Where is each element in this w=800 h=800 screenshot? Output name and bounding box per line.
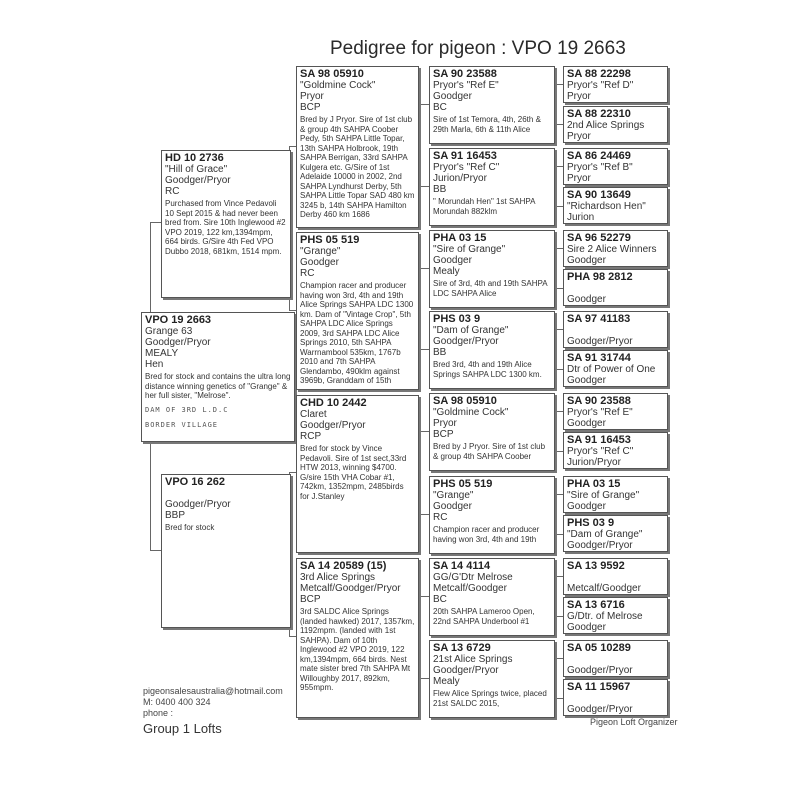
connector-line	[555, 494, 556, 534]
ancestor-id: PHS 03 9	[433, 313, 481, 325]
gen5-card[interactable]	[563, 432, 668, 469]
ancestor-notes: Bred by J Pryor. Sire of 1st club & group 4th SAHPA Coober Pedy, 5th SAHPA Little Topar, 13th SAHPA Holbrook, 19th SAHPA Berrigan, 33rd SAHPA Kulgera etc. G/Sire of 1st Adelaide 10000 in 2002, 2nd SAHPA Lyndhurst Derby, 5th SAHPA Little Topar SAD 480 km 3245 b, 14th SAHPA Hamilton Derby 460 km 1686	[300, 115, 415, 219]
ancestor-breeder: Goodger	[567, 255, 606, 266]
connector-line	[555, 84, 563, 85]
connector-line	[555, 248, 556, 288]
ancestor-breeder: Goodger/Pryor	[567, 336, 633, 347]
connector-line	[419, 104, 429, 105]
ancestor-id: SA 11 15967	[567, 681, 631, 693]
ancestor-name: "Goldmine Cock"	[433, 407, 509, 418]
ancestor-id: PHA 03 15	[567, 478, 621, 490]
ancestor-id: SA 88 22298	[567, 68, 631, 80]
handwritten-note-line1: DAM OF 3RD L.D.C	[145, 405, 229, 414]
subject-color: MEALY	[145, 348, 179, 359]
subject-notes: Bred for stock and contains the ultra long distance winning genetics of "Grange" & her full sister, "Melrose".	[145, 372, 291, 400]
dam-card[interactable]	[161, 474, 291, 628]
contact-email[interactable]: pigeonsalesaustralia@hotmail.com	[143, 686, 283, 696]
gen5-card[interactable]	[563, 597, 668, 634]
ancestor-notes: Flew Alice Springs twice, placed 21st SALDC 2015,	[433, 689, 547, 708]
ancestor-breeder: Goodger	[567, 294, 606, 305]
ancestor-id: SA 91 16453	[433, 150, 497, 162]
connector-line	[555, 616, 563, 617]
ancestor-breeder: Goodger	[567, 375, 606, 386]
ancestor-breeder: Goodger	[567, 501, 606, 512]
ancestor-breeder: Pryor	[433, 418, 457, 429]
gen5-card[interactable]	[563, 515, 668, 552]
ancestor-name: Dtr of Power of One	[567, 364, 656, 375]
gen5-card[interactable]	[563, 640, 668, 677]
sire-id: HD 10 2736	[165, 152, 224, 164]
dam-id: VPO 16 262	[165, 476, 225, 488]
connector-line	[555, 411, 556, 451]
gen5-card[interactable]	[563, 311, 668, 348]
ancestor-notes: Sire of 1st Temora, 4th, 26th & 29th Marla, 6th & 11th Alice	[433, 115, 541, 134]
gen5-card[interactable]	[563, 106, 668, 143]
connector-line	[419, 186, 429, 187]
ancestor-breeder: Goodger/Pryor	[567, 540, 633, 551]
sire-color: RC	[165, 186, 180, 197]
ancestor-breeder: Goodger	[433, 501, 472, 512]
ancestor-breeder: Goodger/Pryor	[567, 665, 633, 676]
gen5-card[interactable]	[563, 393, 668, 430]
connector-line	[289, 310, 296, 311]
ancestor-breeder: Goodger/Pryor	[300, 420, 366, 431]
ancestor-id: SA 90 13649	[567, 189, 631, 201]
contact-mobile: M: 0400 400 324	[143, 697, 211, 707]
ancestor-breeder: Pryor	[300, 91, 324, 102]
ancestor-id: PHS 03 9	[567, 517, 615, 529]
connector-line	[555, 84, 556, 124]
gen5-card[interactable]	[563, 350, 668, 387]
connector-line	[289, 472, 296, 473]
ancestor-id: SA 13 6716	[567, 599, 625, 611]
connector-line	[555, 451, 563, 452]
ancestor-notes: Champion racer and producer having won 3rd, 4th and 19th	[433, 525, 540, 544]
ancestor-breeder: Pryor	[567, 173, 591, 184]
loft-name: Group 1 Lofts	[143, 721, 222, 736]
dam-notes: Bred for stock	[165, 523, 215, 532]
ancestor-breeder: Goodger/Pryor	[433, 336, 499, 347]
granddam-maternal-card[interactable]	[296, 558, 419, 718]
ancestor-breeder: Goodger/Pryor	[433, 665, 499, 676]
connector-line	[419, 596, 429, 597]
ancestor-name: "Grange"	[300, 246, 341, 257]
ancestor-name	[567, 654, 664, 665]
connector-line	[419, 431, 429, 432]
connector-line	[419, 678, 429, 679]
gen4-card[interactable]	[429, 148, 555, 226]
sire-card[interactable]	[161, 150, 291, 298]
ancestor-name: Pryor's "Ref C"	[433, 162, 500, 173]
ancestor-breeder: Metcalf/Goodger	[433, 583, 507, 594]
ancestor-name: Sire 2 Alice Winners	[567, 244, 657, 255]
ancestor-name: "Dam of Grange"	[433, 325, 509, 336]
ancestor-color: RC	[300, 268, 315, 279]
ancestor-id: PHA 98 2812	[567, 271, 633, 283]
ancestor-color: BC	[433, 594, 447, 605]
gen5-card[interactable]	[563, 269, 668, 306]
ancestor-breeder: Jurion	[567, 212, 595, 223]
ancestor-id: SA 90 23588	[567, 395, 631, 407]
ancestor-name: GG/G'Dtr Melrose	[433, 572, 513, 583]
connector-line	[289, 636, 296, 637]
ancestor-breeder: Pryor	[567, 91, 591, 102]
sire-breeder: Goodger/Pryor	[165, 175, 231, 186]
connector-line	[555, 206, 563, 207]
ancestor-name: "Richardson Hen"	[567, 201, 646, 212]
ancestor-color: Mealy	[433, 676, 460, 687]
gen4-card[interactable]	[429, 66, 555, 144]
ancestor-id: PHA 03 15	[433, 232, 487, 244]
granddam-paternal-card[interactable]	[296, 232, 419, 390]
connector-line	[555, 494, 563, 495]
grandsire-paternal-card[interactable]	[296, 66, 419, 228]
subject-sex: Hen	[145, 359, 164, 370]
ancestor-id: SA 97 41183	[567, 313, 631, 325]
ancestor-breeder: Pryor	[567, 131, 591, 142]
ancestor-id: SA 14 4114	[433, 560, 491, 572]
connector-line	[150, 222, 161, 223]
ancestor-breeder: Goodger	[567, 418, 606, 429]
ancestor-notes: Bred 3rd, 4th and 19th Alice Springs SAHPA LDC 1300 km.	[433, 360, 542, 379]
ancestor-breeder: Goodger/Pryor	[567, 704, 633, 715]
connector-line	[555, 576, 563, 577]
connector-line	[555, 124, 563, 125]
ancestor-id: PHS 05 519	[300, 234, 360, 246]
subject-id: VPO 19 2663	[145, 314, 212, 326]
ancestor-id: SA 05 10289	[567, 642, 631, 654]
ancestor-id: SA 96 52279	[567, 232, 631, 244]
ancestor-id: SA 13 9592	[567, 560, 625, 572]
ancestor-name: "Sire of Grange"	[567, 490, 640, 501]
ancestor-name	[567, 693, 664, 704]
gen5-card[interactable]	[563, 66, 668, 103]
ancestor-notes: " Morundah Hen" 1st SAHPA Morundah 882klm	[433, 197, 536, 216]
ancestor-breeder: Goodger	[433, 91, 472, 102]
gen4-card[interactable]	[429, 311, 555, 389]
connector-line	[289, 146, 296, 147]
connector-line	[555, 658, 563, 659]
ancestor-name: Pryor's "Ref B"	[567, 162, 633, 173]
dam-color: BBP	[165, 510, 186, 521]
sire-notes: Purchased from Vince Pedavoli 10 Sept 2015 & had never been bred from. Sire 10th Inglewood #2 VPO 2019, 122 km,1394mpm, 664 birds. G/Sire 4th Fed VPO Dubbo 2018, 681km, 1514 mpm.	[165, 199, 286, 256]
ancestor-breeder: Goodger	[567, 622, 606, 633]
ancestor-name: Pryor's "Ref E"	[567, 407, 633, 418]
contact-footer	[143, 686, 283, 734]
ancestor-name	[567, 572, 664, 583]
connector-line	[555, 658, 556, 698]
contact-phone: phone :	[143, 708, 174, 718]
ancestor-breeder: Jurion/Pryor	[433, 173, 487, 184]
page-title: Pedigree for pigeon : VPO 19 2663	[330, 38, 626, 59]
connector-line	[555, 576, 556, 616]
connector-line	[555, 534, 563, 535]
ancestor-breeder: Jurion/Pryor	[567, 457, 621, 468]
gen5-card[interactable]	[563, 558, 668, 595]
connector-line	[555, 411, 563, 412]
ancestor-color: BCP	[433, 429, 454, 440]
ancestor-notes: 3rd SALDC Alice Springs (landed hawked) 2017, 1357km, 1192mpm. (landed with 1st SAHPA). Dam of 10th Inglewood #2 VPO 2019, 122 km,1394mpm, 664 birds. Nest mate sister bred 7th SAHPA Mt Willoughby 2017, 892km, 955mpm.	[300, 607, 415, 692]
connector-line	[150, 440, 151, 550]
sire-name: "Hill of Grace"	[165, 164, 228, 175]
ancestor-name: Pryor's "Ref D"	[567, 80, 634, 91]
connector-line	[555, 329, 563, 330]
ancestor-color: BB	[433, 347, 447, 358]
connector-line	[419, 596, 420, 678]
ancestor-name: "Sire of Grange"	[433, 244, 506, 255]
subject-name: Grange 63	[145, 326, 193, 337]
ancestor-name: Claret	[300, 409, 327, 420]
software-credit: Pigeon Loft Organizer	[590, 717, 678, 727]
ancestor-notes: Bred for stock by Vince Pedavoli. Sire of 1st sect,33rd HTW 2013, winning $4700. G/sire 15th VHA Cobar #1, 742km, 1352mpm, 2485birds for J.Stanley	[300, 444, 407, 501]
ancestor-id: SA 88 22310	[567, 108, 631, 120]
connector-line	[419, 268, 420, 349]
ancestor-id: SA 91 31744	[567, 352, 631, 364]
ancestor-breeder: Metcalf/Goodger	[567, 583, 641, 594]
connector-line	[419, 514, 429, 515]
connector-line	[419, 104, 420, 186]
gen5-card[interactable]	[563, 187, 668, 224]
ancestor-name: 21st Alice Springs	[433, 654, 513, 665]
ancestor-id: PHS 05 519	[433, 478, 493, 490]
ancestor-name: Pryor's "Ref E"	[433, 80, 499, 91]
connector-line	[419, 268, 429, 269]
ancestor-color: BCP	[300, 102, 321, 113]
dam-name	[165, 488, 287, 499]
connector-line	[150, 222, 151, 312]
ancestor-color: RC	[433, 512, 448, 523]
ancestor-id: CHD 10 2442	[300, 397, 367, 409]
ancestor-notes: Champion racer and producer having won 3rd, 4th and 19th Alice Springs SAHPA LDC 1300 km. Dam of "Vintage Crop", 5th SAHPA LDC Alice Springs 2009, 3rd SAHPA LDC Alice Springs 2010, 5th SAHPA Warrnambool 535km, 1767b 2010 and 7th SAHPA Glendambo, 490klm against 3969b, Granddam of 15th	[300, 281, 414, 385]
ancestor-name	[567, 283, 664, 294]
ancestor-name: G/Dtr. of Melrose	[567, 611, 643, 622]
connector-line	[555, 329, 556, 369]
ancestor-id: SA 14 20589 (15)	[300, 560, 387, 572]
ancestor-id: SA 98 05910	[433, 395, 497, 407]
connector-line	[555, 166, 556, 206]
gen5-card[interactable]	[563, 476, 668, 513]
ancestor-name: 2nd Alice Springs	[567, 120, 645, 131]
ancestor-name	[567, 325, 664, 336]
connector-line	[555, 698, 563, 699]
handwritten-note-line2: BORDER VILLAGE	[145, 420, 219, 429]
ancestor-color: Mealy	[433, 266, 460, 277]
ancestor-id: SA 90 23588	[433, 68, 497, 80]
connector-line	[555, 248, 563, 249]
dam-breeder: Goodger/Pryor	[165, 499, 231, 510]
ancestor-id: SA 91 16453	[567, 434, 631, 446]
ancestor-name: "Dam of Grange"	[567, 529, 643, 540]
ancestor-name: "Grange"	[433, 490, 474, 501]
ancestor-id: SA 86 24469	[567, 150, 631, 162]
gen5-card[interactable]	[563, 679, 668, 716]
gen5-card[interactable]	[563, 230, 668, 267]
ancestor-breeder: Metcalf/Goodger/Pryor	[300, 583, 401, 594]
connector-line	[555, 369, 563, 370]
ancestor-notes: Sire of 3rd, 4th and 19th SAHPA LDC SAHPA Alice	[433, 279, 548, 298]
connector-line	[419, 349, 429, 350]
ancestor-id: SA 13 6729	[433, 642, 491, 654]
gen4-card[interactable]	[429, 558, 555, 636]
gen4-card[interactable]	[429, 230, 555, 308]
connector-line	[555, 288, 563, 289]
subject-pigeon-card[interactable]	[141, 312, 295, 442]
gen4-card[interactable]	[429, 393, 555, 471]
ancestor-color: BC	[433, 102, 447, 113]
ancestor-name: "Goldmine Cock"	[300, 80, 376, 91]
ancestor-name: 3rd Alice Springs	[300, 572, 376, 583]
connector-line	[555, 166, 563, 167]
ancestor-notes: Bred by J Pryor. Sire of 1st club & group 4th SAHPA Coober	[433, 442, 546, 461]
connector-line	[419, 431, 420, 514]
ancestor-breeder: Goodger	[300, 257, 339, 268]
gen4-card[interactable]	[429, 476, 555, 554]
ancestor-notes: 20th SAHPA Lameroo Open, 22nd SAHPA Underbool #1	[433, 607, 535, 626]
ancestor-color: BCP	[300, 594, 321, 605]
ancestor-color: BB	[433, 184, 447, 195]
connector-line	[150, 550, 161, 551]
ancestor-breeder: Goodger	[433, 255, 472, 266]
ancestor-id: SA 98 05910	[300, 68, 364, 80]
grandsire-maternal-card[interactable]	[296, 395, 419, 553]
ancestor-name: Pryor's "Ref C"	[567, 446, 634, 457]
ancestor-color: RCP	[300, 431, 322, 442]
gen4-card[interactable]	[429, 640, 555, 718]
gen5-card[interactable]	[563, 148, 668, 185]
subject-breeder: Goodger/Pryor	[145, 337, 211, 348]
